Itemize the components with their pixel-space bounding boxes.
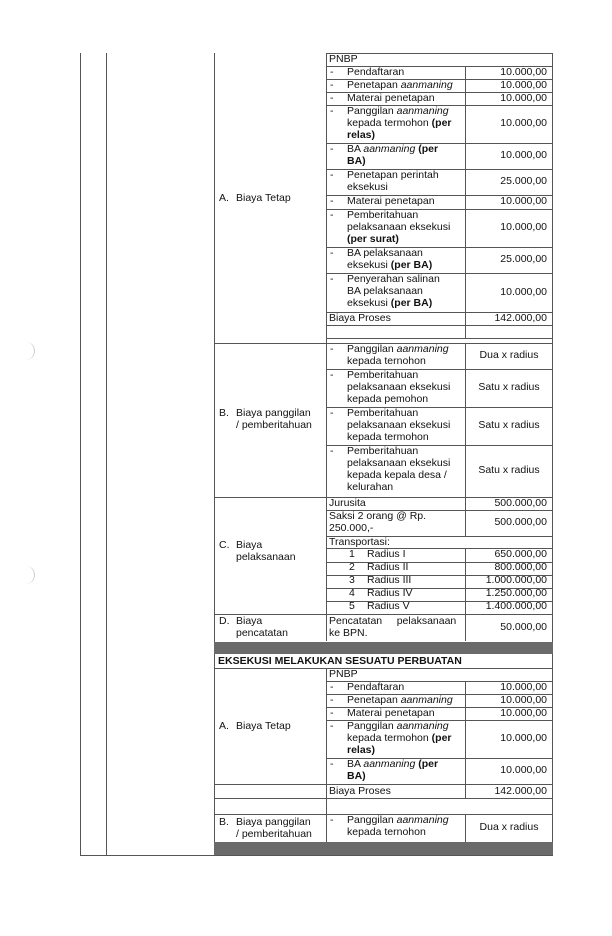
item-description-line: Penyerahan salinan <box>347 273 440 285</box>
item-amount: Satu x radius <box>478 381 540 393</box>
item-dash: - <box>330 66 334 78</box>
radius-label: Radius I <box>367 548 406 560</box>
radius-label: Radius III <box>367 574 412 586</box>
section-b-title-line1: Biaya panggilan <box>236 407 311 419</box>
saksi-line1: Saksi 2 orang @ Rp. <box>329 510 427 522</box>
section-b2-title-line1: Biaya panggilan <box>236 816 311 828</box>
item-description-line: kepada termohon (per <box>347 732 452 744</box>
item-dash: - <box>330 707 334 719</box>
section-a-title: Biaya Tetap <box>236 192 291 204</box>
radius-amount: 1.250.000,00 <box>485 587 547 599</box>
section-d-letter: D. <box>219 615 230 627</box>
item-amount: 25.000,00 <box>500 175 547 187</box>
shaded-separator <box>214 642 553 654</box>
saksi-line2: 250.000,- <box>329 522 374 534</box>
table-column-divider <box>326 53 327 641</box>
section-b2-title-line2: / pemberitahuan <box>236 828 312 840</box>
item-description-line: relas) <box>347 129 376 141</box>
row-line <box>326 338 553 339</box>
jurusita-label: Jurusita <box>329 497 366 509</box>
item-description-line: Panggilan aanmaning <box>347 720 449 732</box>
item-dash: - <box>330 720 334 732</box>
item-dash: - <box>330 169 334 181</box>
item-description-line: Panggilan aanmaning <box>347 105 449 117</box>
radius-amount: 1.400.000,00 <box>485 600 547 612</box>
item-amount: 10.000,00 <box>500 79 547 91</box>
radius-amount: 650.000,00 <box>494 548 547 560</box>
radius-number: 3 <box>349 574 355 586</box>
item-amount: Dua x radius <box>479 349 539 361</box>
section-d-title-line2: pencatatan <box>236 627 288 639</box>
item-dash: - <box>330 92 334 104</box>
punch-hole-mark <box>24 566 35 584</box>
section-c-title-line1: Biaya <box>236 539 263 551</box>
section-b-title-line2: / pemberitahuan <box>236 419 312 431</box>
item-amount: 10.000,00 <box>500 286 547 298</box>
item-description-line: Penetapan aanmaning <box>347 694 453 706</box>
item-dash: - <box>330 195 334 207</box>
item-description-line: Pemberitahuan <box>347 209 419 221</box>
item-description-line: Panggilan aanmaning <box>347 343 449 355</box>
transportasi-label: Transportasi: <box>329 536 390 548</box>
item-amount: 10.000,00 <box>500 117 547 129</box>
item-description-line: relas) <box>347 744 376 756</box>
item-description-line: kepada ternohon <box>347 355 426 367</box>
section-b2-letter: B. <box>219 816 229 828</box>
item-amount: 10.000,00 <box>500 681 547 693</box>
item-description-line: Pemberitahuan <box>347 407 419 419</box>
item-amount: Satu x radius <box>478 419 540 431</box>
row-line <box>214 798 553 799</box>
item-dash: - <box>330 681 334 693</box>
item-amount: 10.000,00 <box>500 92 547 104</box>
item-description-line: Materai penetapan <box>347 707 435 719</box>
radius-amount: 800.000,00 <box>494 561 547 573</box>
radius-label: Radius II <box>367 561 409 573</box>
item-description-line: pelaksanaan eksekusi <box>347 221 451 233</box>
section-c-title-line2: pelaksanaan <box>236 551 296 563</box>
item-description-line: eksekusi <box>347 181 388 193</box>
item-amount: 10.000,00 <box>500 195 547 207</box>
biaya-proses-label-2: Biaya Proses <box>329 785 391 797</box>
item-amount: 10.000,00 <box>500 221 547 233</box>
item-dash: - <box>330 445 334 457</box>
biaya-proses-label: Biaya Proses <box>329 312 391 324</box>
item-description-line: BA aanmaning (per <box>347 758 439 770</box>
pnbp-label-2: PNBP <box>329 668 358 680</box>
item-description-line: BA) <box>347 770 366 782</box>
item-description-line: kelurahan <box>347 481 394 493</box>
saksi-amount: 500.000,00 <box>494 516 547 528</box>
radius-number: 2 <box>349 561 355 573</box>
section-a-letter: A. <box>219 192 229 204</box>
section-heading: EKSEKUSI MELAKUKAN SESUATU PERBUATAN <box>218 655 462 667</box>
radius-label: Radius V <box>367 600 410 612</box>
item-description-line: Penetapan perintah <box>347 169 439 181</box>
item-description-line: eksekusi (per BA) <box>347 297 433 309</box>
section-a2-letter: A. <box>219 720 229 732</box>
item-dash: - <box>330 343 334 355</box>
row-line <box>214 668 553 669</box>
item-amount: 10.000,00 <box>500 732 547 744</box>
item-dash: - <box>330 407 334 419</box>
item-description-line: Panggilan aanmaning <box>347 814 449 826</box>
section-a2-title: Biaya Tetap <box>236 720 291 732</box>
pencatatan-desc-line2: ke BPN. <box>329 627 368 639</box>
table-border-bottom <box>80 855 553 856</box>
item-dash: - <box>330 758 334 770</box>
item-description-line: Pemberitahuan <box>347 369 419 381</box>
item-description-line: pelaksanaan eksekusi <box>347 381 451 393</box>
radius-number: 4 <box>349 587 355 599</box>
jurusita-amount: 500.000,00 <box>494 497 547 509</box>
table-border-left <box>80 53 81 855</box>
item-amount: Dua x radius <box>479 821 539 833</box>
item-dash: - <box>330 209 334 221</box>
shaded-separator <box>214 842 553 855</box>
pencatatan-amount: 50.000,00 <box>500 621 547 633</box>
item-description-line: pelaksanaan eksekusi <box>347 457 451 469</box>
radius-amount: 1.000.000,00 <box>485 574 547 586</box>
item-amount: Satu x radius <box>478 464 540 476</box>
row-line <box>326 325 553 326</box>
item-description-line: kepada pemohon <box>347 393 429 405</box>
pnbp-label: PNBP <box>329 53 358 65</box>
section-c-letter: C. <box>219 539 230 551</box>
item-description-line: Pendaftaran <box>347 66 405 78</box>
item-description-line: kepada ternohon <box>347 826 426 838</box>
item-description-line: kepada termohon (per <box>347 117 452 129</box>
table-column-divider <box>106 53 107 855</box>
item-description-line: eksekusi (per BA) <box>347 259 433 271</box>
item-dash: - <box>330 79 334 91</box>
item-dash: - <box>330 105 334 117</box>
item-description-line: Materai penetapan <box>347 195 435 207</box>
radius-number: 5 <box>349 600 355 612</box>
item-amount: 10.000,00 <box>500 707 547 719</box>
pencatatan-desc-line1: Pencatatan pelaksanaan <box>329 615 457 627</box>
item-amount: 10.000,00 <box>500 149 547 161</box>
radius-label: Radius IV <box>367 587 413 599</box>
item-dash: - <box>330 694 334 706</box>
item-description-line: BA) <box>347 155 366 167</box>
table-border-top <box>326 53 553 54</box>
item-dash: - <box>330 143 334 155</box>
punch-hole-mark <box>24 342 35 360</box>
section-b-letter: B. <box>219 407 229 419</box>
biaya-proses-amount-2: 142.000,00 <box>494 785 547 797</box>
item-amount: 25.000,00 <box>500 253 547 265</box>
item-description-line: BA aanmaning (per <box>347 143 439 155</box>
item-description-line: kepada termohon <box>347 431 429 443</box>
item-description-line: Pemberitahuan <box>347 445 419 457</box>
item-description-line: BA pelaksanaan <box>347 285 423 297</box>
item-dash: - <box>330 369 334 381</box>
item-description-line: pelaksanaan eksekusi <box>347 419 451 431</box>
biaya-proses-amount: 142.000,00 <box>494 312 547 324</box>
item-dash: - <box>330 273 334 285</box>
item-amount: 10.000,00 <box>500 764 547 776</box>
section-d-title-line1: Biaya <box>236 615 263 627</box>
item-description-line: Penetapan aanmaning <box>347 79 453 91</box>
item-description-line: BA pelaksanaan <box>347 247 423 259</box>
radius-number: 1 <box>349 548 355 560</box>
item-dash: - <box>330 814 334 826</box>
item-amount: 10.000,00 <box>500 694 547 706</box>
item-description-line: Materai penetapan <box>347 92 435 104</box>
item-description-line: kepada kepala desa / <box>347 469 447 481</box>
table-column-divider <box>214 53 215 855</box>
item-amount: 10.000,00 <box>500 66 547 78</box>
item-description-line: Pendaftaran <box>347 681 405 693</box>
table-border-right <box>552 53 553 855</box>
item-description-line: (per surat) <box>347 233 399 245</box>
item-dash: - <box>330 247 334 259</box>
